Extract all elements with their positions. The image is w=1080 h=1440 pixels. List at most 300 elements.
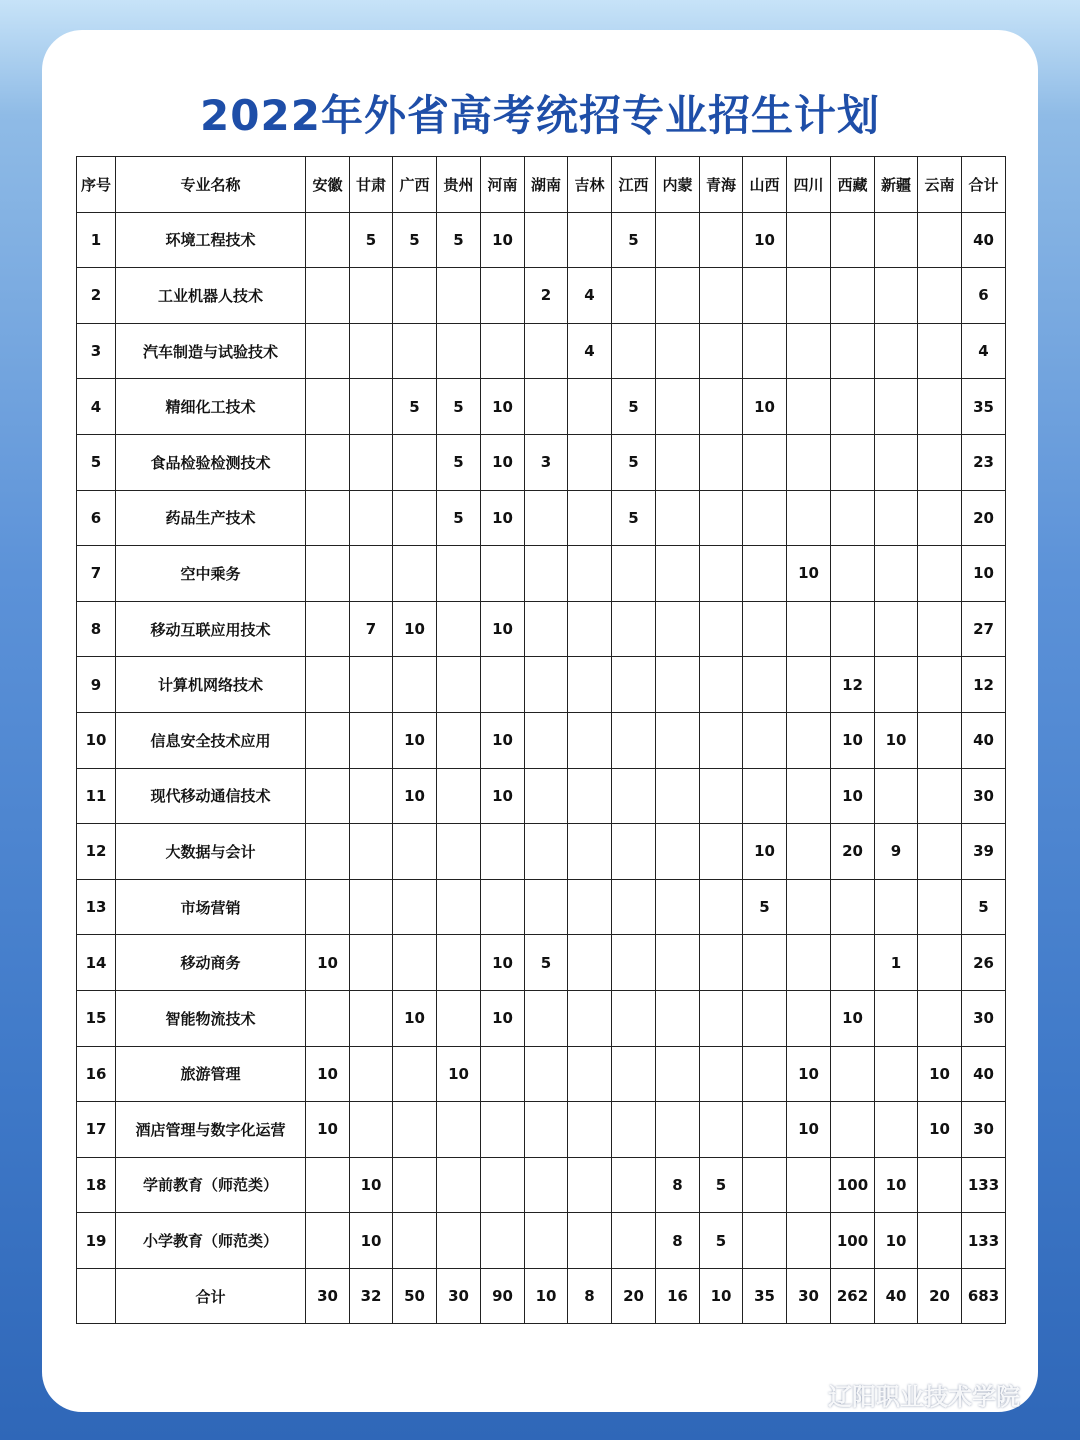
quota-cell [831, 434, 875, 490]
quota-cell [350, 434, 393, 490]
quota-cell [437, 546, 481, 602]
quota-cell [568, 1102, 612, 1158]
quota-cell: 10 [875, 712, 918, 768]
quota-cell: 8 [568, 1268, 612, 1324]
quota-cell: 10 [481, 601, 525, 657]
column-header: 专业名称 [116, 157, 306, 213]
quota-cell [306, 379, 350, 435]
quota-cell: 8 [656, 1157, 700, 1213]
quota-cell: 10 [918, 1046, 962, 1102]
quota-cell [306, 824, 350, 880]
table-row [77, 712, 1006, 768]
quota-cell [350, 268, 393, 324]
row-index-cell: 2 [77, 268, 116, 324]
quota-cell: 10 [481, 990, 525, 1046]
quota-cell: 10 [481, 379, 525, 435]
row-index-cell: 4 [77, 379, 116, 435]
quota-cell [437, 935, 481, 991]
row-index-cell: 12 [77, 824, 116, 880]
quota-cell: 100 [831, 1157, 875, 1213]
quota-cell [350, 990, 393, 1046]
quota-cell [568, 434, 612, 490]
table-row [77, 379, 1006, 435]
column-header: 青海 [700, 157, 743, 213]
row-index-cell: 15 [77, 990, 116, 1046]
quota-cell [918, 379, 962, 435]
table-row [77, 268, 1006, 324]
quota-cell [306, 990, 350, 1046]
quota-cell [656, 824, 700, 880]
column-header: 江西 [612, 157, 656, 213]
quota-cell [875, 323, 918, 379]
quota-cell [787, 657, 831, 713]
quota-cell [743, 1213, 787, 1269]
quota-cell [481, 657, 525, 713]
row-index-cell: 17 [77, 1102, 116, 1158]
quota-cell [481, 1157, 525, 1213]
quota-cell [350, 712, 393, 768]
row-index-cell: 5 [77, 434, 116, 490]
quota-cell: 10 [787, 546, 831, 602]
quota-cell [481, 1102, 525, 1158]
quota-cell [437, 657, 481, 713]
quota-cell: 5 [743, 879, 787, 935]
quota-cell: 10 [787, 1102, 831, 1158]
quota-cell [787, 323, 831, 379]
major-name-cell: 合计 [116, 1268, 306, 1324]
major-name-cell: 汽车制造与试验技术 [116, 323, 306, 379]
quota-cell [918, 657, 962, 713]
quota-cell [306, 212, 350, 268]
quota-cell [525, 323, 568, 379]
quota-cell [743, 601, 787, 657]
quota-cell: 30 [962, 990, 1006, 1046]
quota-cell: 10 [306, 1046, 350, 1102]
quota-cell [918, 434, 962, 490]
quota-cell [350, 323, 393, 379]
quota-cell: 10 [306, 1102, 350, 1158]
quota-cell [393, 1046, 437, 1102]
quota-cell [656, 935, 700, 991]
table-row [77, 879, 1006, 935]
quota-cell [350, 379, 393, 435]
quota-cell [787, 935, 831, 991]
major-name-cell: 食品检验检测技术 [116, 434, 306, 490]
column-header: 内蒙 [656, 157, 700, 213]
quota-cell [700, 712, 743, 768]
quota-cell: 683 [962, 1268, 1006, 1324]
quota-cell [481, 546, 525, 602]
quota-cell [612, 1102, 656, 1158]
quota-cell [787, 1157, 831, 1213]
enrollment-plan-table [76, 156, 1006, 1324]
table-row [77, 546, 1006, 602]
quota-cell [656, 657, 700, 713]
quota-cell [525, 1102, 568, 1158]
quota-cell: 30 [962, 1102, 1006, 1158]
quota-cell [656, 379, 700, 435]
quota-cell [831, 323, 875, 379]
quota-cell: 5 [437, 379, 481, 435]
table-row [77, 323, 1006, 379]
quota-cell [481, 879, 525, 935]
quota-cell [875, 212, 918, 268]
table-row [77, 990, 1006, 1046]
quota-cell: 26 [962, 935, 1006, 991]
column-header: 贵州 [437, 157, 481, 213]
row-index-cell: 11 [77, 768, 116, 824]
quota-cell [875, 990, 918, 1046]
row-index-cell: 9 [77, 657, 116, 713]
quota-cell [918, 1213, 962, 1269]
column-header: 新疆 [875, 157, 918, 213]
quota-cell [350, 657, 393, 713]
quota-cell: 5 [612, 490, 656, 546]
quota-cell [350, 824, 393, 880]
major-name-cell: 药品生产技术 [116, 490, 306, 546]
quota-cell [656, 712, 700, 768]
major-name-cell: 环境工程技术 [116, 212, 306, 268]
quota-cell [481, 1046, 525, 1102]
quota-cell [918, 1157, 962, 1213]
quota-cell [568, 379, 612, 435]
quota-cell: 5 [437, 434, 481, 490]
quota-cell [918, 990, 962, 1046]
quota-cell [612, 657, 656, 713]
quota-cell: 90 [481, 1268, 525, 1324]
quota-cell: 10 [393, 712, 437, 768]
quota-cell: 8 [656, 1213, 700, 1269]
quota-cell [787, 212, 831, 268]
quota-cell [700, 1102, 743, 1158]
quota-cell [612, 879, 656, 935]
quota-cell: 5 [437, 490, 481, 546]
quota-cell [525, 768, 568, 824]
quota-cell: 20 [962, 490, 1006, 546]
quota-cell: 10 [743, 212, 787, 268]
quota-cell [743, 1157, 787, 1213]
major-name-cell: 现代移动通信技术 [116, 768, 306, 824]
watermark-text: 辽阳职业技术学院 [828, 1382, 1020, 1411]
quota-cell: 4 [568, 268, 612, 324]
quota-cell [306, 879, 350, 935]
quota-cell [831, 268, 875, 324]
quota-cell [568, 546, 612, 602]
quota-cell [700, 824, 743, 880]
major-name-cell: 信息安全技术应用 [116, 712, 306, 768]
quota-cell [831, 1046, 875, 1102]
quota-cell: 10 [525, 1268, 568, 1324]
quota-cell: 10 [962, 546, 1006, 602]
quota-cell [393, 935, 437, 991]
column-header: 安徽 [306, 157, 350, 213]
major-name-cell: 市场营销 [116, 879, 306, 935]
quota-cell [350, 1102, 393, 1158]
quota-cell: 10 [743, 379, 787, 435]
table-row [77, 601, 1006, 657]
quota-cell: 5 [700, 1213, 743, 1269]
quota-cell [787, 434, 831, 490]
quota-cell [831, 1102, 875, 1158]
row-index-cell: 13 [77, 879, 116, 935]
quota-cell [525, 601, 568, 657]
quota-cell [525, 379, 568, 435]
quota-cell [525, 824, 568, 880]
quota-cell: 16 [656, 1268, 700, 1324]
column-header: 甘肃 [350, 157, 393, 213]
quota-cell [350, 490, 393, 546]
quota-cell [656, 434, 700, 490]
column-header: 山西 [743, 157, 787, 213]
quota-cell: 10 [481, 768, 525, 824]
quota-cell [831, 879, 875, 935]
quota-cell [350, 768, 393, 824]
row-index-cell: 19 [77, 1213, 116, 1269]
quota-cell [875, 657, 918, 713]
quota-cell [525, 990, 568, 1046]
quota-cell [743, 1102, 787, 1158]
quota-cell [568, 879, 612, 935]
quota-cell [787, 1213, 831, 1269]
quota-cell [700, 379, 743, 435]
major-name-cell: 工业机器人技术 [116, 268, 306, 324]
quota-cell [568, 490, 612, 546]
table-row [77, 1102, 1006, 1158]
quota-cell [656, 212, 700, 268]
quota-cell [481, 268, 525, 324]
quota-cell [875, 879, 918, 935]
quota-cell [875, 490, 918, 546]
quota-cell [306, 657, 350, 713]
quota-cell [656, 768, 700, 824]
quota-cell [393, 268, 437, 324]
table-row [77, 490, 1006, 546]
quota-cell: 10 [306, 935, 350, 991]
quota-cell: 23 [962, 434, 1006, 490]
quota-cell [918, 712, 962, 768]
quota-cell: 10 [393, 601, 437, 657]
quota-cell [612, 268, 656, 324]
quota-cell [525, 1046, 568, 1102]
quota-cell [787, 379, 831, 435]
major-name-cell: 空中乘务 [116, 546, 306, 602]
quota-cell [831, 212, 875, 268]
quota-cell [612, 601, 656, 657]
row-index-cell: 16 [77, 1046, 116, 1102]
quota-cell [743, 546, 787, 602]
row-index-cell [77, 1268, 116, 1324]
quota-cell [437, 1157, 481, 1213]
quota-cell: 133 [962, 1213, 1006, 1269]
quota-cell: 10 [831, 768, 875, 824]
quota-cell [350, 1046, 393, 1102]
quota-cell [612, 1046, 656, 1102]
quota-cell [612, 1213, 656, 1269]
quota-cell [481, 824, 525, 880]
quota-cell [787, 990, 831, 1046]
major-name-cell: 学前教育（师范类） [116, 1157, 306, 1213]
quota-cell [700, 935, 743, 991]
quota-cell: 30 [962, 768, 1006, 824]
quota-cell [437, 824, 481, 880]
quota-cell: 10 [393, 990, 437, 1046]
quota-cell [306, 1213, 350, 1269]
quota-cell [831, 601, 875, 657]
quota-cell [525, 1157, 568, 1213]
quota-cell: 5 [612, 212, 656, 268]
quota-cell [568, 1157, 612, 1213]
quota-cell [393, 490, 437, 546]
quota-cell: 12 [831, 657, 875, 713]
column-header: 西藏 [831, 157, 875, 213]
row-index-cell: 3 [77, 323, 116, 379]
row-index-cell: 8 [77, 601, 116, 657]
quota-cell [437, 879, 481, 935]
major-name-cell: 移动商务 [116, 935, 306, 991]
quota-cell [743, 490, 787, 546]
quota-cell [437, 712, 481, 768]
quota-cell [612, 546, 656, 602]
quota-cell [743, 434, 787, 490]
quota-cell [700, 1046, 743, 1102]
column-header: 湖南 [525, 157, 568, 213]
quota-cell [743, 268, 787, 324]
quota-cell [656, 490, 700, 546]
quota-cell [393, 657, 437, 713]
quota-cell [306, 323, 350, 379]
quota-cell [612, 824, 656, 880]
quota-cell [612, 1157, 656, 1213]
table-row [77, 1213, 1006, 1269]
quota-cell [568, 935, 612, 991]
quota-cell [831, 546, 875, 602]
quota-cell: 133 [962, 1157, 1006, 1213]
quota-cell [437, 990, 481, 1046]
quota-cell [656, 990, 700, 1046]
quota-cell: 5 [962, 879, 1006, 935]
quota-cell [875, 434, 918, 490]
watermark [782, 1376, 1020, 1412]
quota-cell [306, 268, 350, 324]
quota-cell: 262 [831, 1268, 875, 1324]
quota-cell [656, 879, 700, 935]
quota-cell: 10 [350, 1213, 393, 1269]
quota-cell: 1 [875, 935, 918, 991]
quota-cell [875, 546, 918, 602]
quota-cell: 5 [612, 434, 656, 490]
quota-cell [306, 768, 350, 824]
quota-cell [918, 268, 962, 324]
quota-cell: 40 [962, 712, 1006, 768]
quota-cell [787, 601, 831, 657]
quota-cell [787, 268, 831, 324]
table-row [77, 1157, 1006, 1213]
quota-cell: 10 [700, 1268, 743, 1324]
major-name-cell: 旅游管理 [116, 1046, 306, 1102]
quota-cell: 10 [831, 990, 875, 1046]
quota-cell: 10 [481, 434, 525, 490]
quota-cell [568, 1213, 612, 1269]
quota-cell: 2 [525, 268, 568, 324]
quota-cell [700, 990, 743, 1046]
quota-cell [656, 268, 700, 324]
quota-cell [525, 490, 568, 546]
quota-cell [700, 268, 743, 324]
column-header: 合计 [962, 157, 1006, 213]
column-header: 广西 [393, 157, 437, 213]
quota-cell [350, 546, 393, 602]
table-row [77, 824, 1006, 880]
quota-cell [612, 990, 656, 1046]
quota-cell [831, 490, 875, 546]
quota-cell [787, 768, 831, 824]
quota-cell [787, 879, 831, 935]
quota-cell [700, 323, 743, 379]
quota-cell: 10 [918, 1102, 962, 1158]
quota-cell: 9 [875, 824, 918, 880]
quota-cell [918, 546, 962, 602]
quota-cell: 6 [962, 268, 1006, 324]
quota-cell [700, 601, 743, 657]
table-row [77, 212, 1006, 268]
quota-cell [306, 434, 350, 490]
quota-cell [612, 768, 656, 824]
quota-cell [743, 935, 787, 991]
quota-cell [656, 323, 700, 379]
quota-cell [787, 712, 831, 768]
major-name-cell: 酒店管理与数字化运营 [116, 1102, 306, 1158]
quota-cell [437, 323, 481, 379]
quota-cell [875, 1046, 918, 1102]
column-header: 云南 [918, 157, 962, 213]
quota-cell [525, 712, 568, 768]
quota-cell [918, 490, 962, 546]
quota-cell [700, 434, 743, 490]
row-index-cell: 6 [77, 490, 116, 546]
quota-cell [525, 212, 568, 268]
quota-cell [568, 212, 612, 268]
quota-cell [918, 323, 962, 379]
quota-cell: 10 [743, 824, 787, 880]
quota-cell [568, 824, 612, 880]
quota-cell [875, 768, 918, 824]
quota-cell [393, 323, 437, 379]
quota-cell [525, 879, 568, 935]
quota-cell: 40 [962, 1046, 1006, 1102]
column-header: 序号 [77, 157, 116, 213]
quota-cell: 10 [393, 768, 437, 824]
quota-cell: 10 [481, 935, 525, 991]
quota-cell: 10 [875, 1157, 918, 1213]
quota-cell [612, 323, 656, 379]
quota-cell [437, 601, 481, 657]
column-header: 吉林 [568, 157, 612, 213]
row-index-cell: 10 [77, 712, 116, 768]
quota-cell [700, 490, 743, 546]
quota-cell [481, 323, 525, 379]
quota-cell [612, 935, 656, 991]
quota-cell [568, 601, 612, 657]
quota-cell [612, 712, 656, 768]
quota-cell: 50 [393, 1268, 437, 1324]
quota-cell [393, 434, 437, 490]
quota-cell: 20 [918, 1268, 962, 1324]
quota-cell [437, 1213, 481, 1269]
quota-cell [393, 879, 437, 935]
column-header: 河南 [481, 157, 525, 213]
quota-cell: 5 [393, 212, 437, 268]
major-name-cell: 大数据与会计 [116, 824, 306, 880]
